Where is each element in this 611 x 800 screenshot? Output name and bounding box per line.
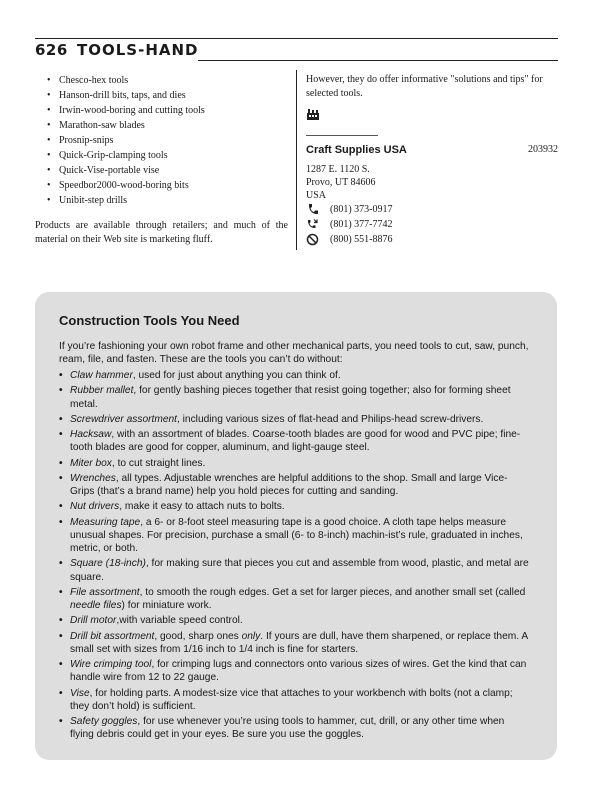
company-address xyxy=(306,163,558,202)
tool-term: Safety goggles xyxy=(70,716,138,728)
toll-free-row xyxy=(306,232,558,247)
tool-description: , used for just about anything you can think of. xyxy=(132,370,341,381)
tool-item xyxy=(59,472,529,498)
company-header xyxy=(306,144,558,158)
fax-number: (801) 377-7742 xyxy=(330,219,393,230)
tool-term: File assortment xyxy=(70,586,140,598)
tool-item xyxy=(59,614,529,627)
tool-item xyxy=(59,687,529,713)
tool-description: , to smooth the rough edges. Get a set for larger pieces, and another small set (called xyxy=(139,586,526,598)
phone-row xyxy=(306,202,558,217)
list-item: • Irwin-wood-boring and cutting tools xyxy=(47,103,288,118)
tool-description: , make it easy to attach nuts to bolts. xyxy=(119,501,285,513)
tool-description: , good, sharp ones xyxy=(154,630,242,642)
tool-term: Miter box xyxy=(70,457,112,469)
tool-term: Rubber mallet xyxy=(70,385,134,397)
tool-description: , for holding parts. A modest-size vice that attaches to your workbench with bolts (not a clamp; they don’t hold) is sufficient. xyxy=(70,687,513,712)
tool-item xyxy=(59,557,529,583)
tool-term-secondary: only xyxy=(241,630,261,642)
column-divider xyxy=(296,70,297,250)
tool-description-continued: . If yours are dull, have them sharpened, or replace them. A small set with sizes from 1/16 inch to 1/4 inch is fine for starters. xyxy=(70,630,528,655)
tool-term: Drill bit assortment xyxy=(70,630,155,642)
tool-description: , for crimping lugs and connectors onto various sizes of wires. Get the kind that can handle wire from 12 to 22 gauge. xyxy=(70,659,527,684)
tool-description: , to cut straight lines. xyxy=(111,457,206,469)
list-item: • Chesco-hex tools xyxy=(47,73,288,88)
address-line: Provo, UT 84606 xyxy=(306,177,376,188)
tool-item xyxy=(59,500,529,513)
tool-term: Wire crimping tool xyxy=(70,659,152,671)
tool-term: Vise xyxy=(70,687,90,699)
tool-term: Measuring tape xyxy=(70,516,141,528)
tool-item xyxy=(59,630,529,656)
right-column xyxy=(306,73,558,247)
address-line: 1287 E. 1120 S. xyxy=(306,164,370,175)
tool-item xyxy=(59,658,529,684)
tool-term: Drill motor xyxy=(70,615,117,627)
body-paragraph: However, they do offer informative "solutions and tips" for selected tools. xyxy=(306,74,543,99)
tool-item xyxy=(59,457,529,470)
list-item: • Hanson-drill bits, taps, and dies xyxy=(47,88,288,103)
tool-term: Claw hammer xyxy=(70,370,133,381)
list-item: • Marathon-saw blades xyxy=(47,118,288,133)
section-title: TOOLS-HAND xyxy=(77,41,199,59)
sidebar-intro: If you’re fashioning your own robot frame and other mechanical parts, you need tools to cut, saw, punch, ream, file, and fasten. These are the tools you can’t do without: xyxy=(59,341,529,365)
tool-item xyxy=(59,413,529,426)
fax-row xyxy=(306,217,558,232)
list-item: • Speedbor2000-wood-boring bits xyxy=(47,178,288,193)
tool-list xyxy=(59,369,529,742)
factory-icon xyxy=(306,107,320,121)
page-header xyxy=(35,41,558,61)
tool-item xyxy=(59,715,529,741)
tool-description-continued: ) for miniature work. xyxy=(121,600,212,612)
tool-term: Square (18-inch) xyxy=(70,558,146,570)
margin-glyph xyxy=(306,107,558,123)
tool-description: , for gently bashing pieces together that resist going together; also for forming sheet metal. xyxy=(70,385,511,410)
sidebar-title: Construction Tools You Need xyxy=(59,313,240,328)
tool-term: Screwdriver assortment xyxy=(70,413,177,425)
tool-term: Wrenches xyxy=(70,472,116,484)
tool-description: , a 6- or 8-foot steel measuring tape is a good choice. A cloth tape helps measure unusual shapes. For precision, purchase a small (6- to 8-inch) machin-ist’s rule, graduated in inches, metric, or both. xyxy=(70,516,523,555)
sidebar-box xyxy=(35,292,557,760)
list-item: • Quick-Vise-portable vise xyxy=(47,163,288,178)
toll-free-number: (800) 551-8876 xyxy=(330,234,393,245)
fax-icon xyxy=(306,218,320,231)
top-rule xyxy=(35,38,558,39)
company-id: 203932 xyxy=(528,144,558,155)
address-line: USA xyxy=(306,190,327,201)
brand-list xyxy=(47,73,288,208)
listing-rule xyxy=(306,135,378,136)
toll-free-icon xyxy=(306,233,320,246)
tool-term: Hacksaw xyxy=(70,429,112,441)
tool-item xyxy=(59,369,529,382)
tool-description: , for making sure that pieces you cut and assemble from wood, plastic, and metal are square. xyxy=(70,558,529,583)
tool-description: , with an assortment of blades. Coarse-tooth blades are good for wood and PVC pipe; fine-tooth blades are good for copper, aluminum, and light-gauge steel. xyxy=(70,429,521,454)
tool-term: Nut drivers xyxy=(70,501,120,513)
tool-description: , all types. Adjustable wrenches are helpful additions to the shop. Small and large Vice-Grips (that’s a brand name) help you hold pieces for cutting and sanding. xyxy=(70,472,508,498)
tool-item xyxy=(59,428,529,454)
header-rule xyxy=(198,60,558,61)
body-paragraph: Products are available through retailers; and much of the material on their Web site is marketing fluff. xyxy=(35,220,288,245)
list-item: • Quick-Grip-clamping tools xyxy=(47,148,288,163)
phone-number: (801) 373-0917 xyxy=(330,204,393,215)
tool-item xyxy=(59,586,529,612)
tool-description: , for use whenever you’re using tools to hammer, cut, drill, or any other time when flying debris could get in your eyes. Be sure you use the goggles. xyxy=(70,716,505,741)
tool-item xyxy=(59,516,529,556)
list-item: • Unibit-step drills xyxy=(47,193,288,208)
left-column xyxy=(35,73,288,247)
page-number: 626 xyxy=(35,41,68,59)
phone-icon xyxy=(306,203,320,216)
list-item: • Prosnip-snips xyxy=(47,133,288,148)
tool-description: , including various sizes of flat-head and Philips-head screw-drivers. xyxy=(177,413,484,425)
tool-item xyxy=(59,384,529,410)
sidebar-content xyxy=(59,313,529,744)
company-name: Craft Supplies USA xyxy=(306,144,407,156)
tool-term-secondary: needle files xyxy=(70,600,122,612)
tool-description: ,with variable speed control. xyxy=(116,615,243,627)
